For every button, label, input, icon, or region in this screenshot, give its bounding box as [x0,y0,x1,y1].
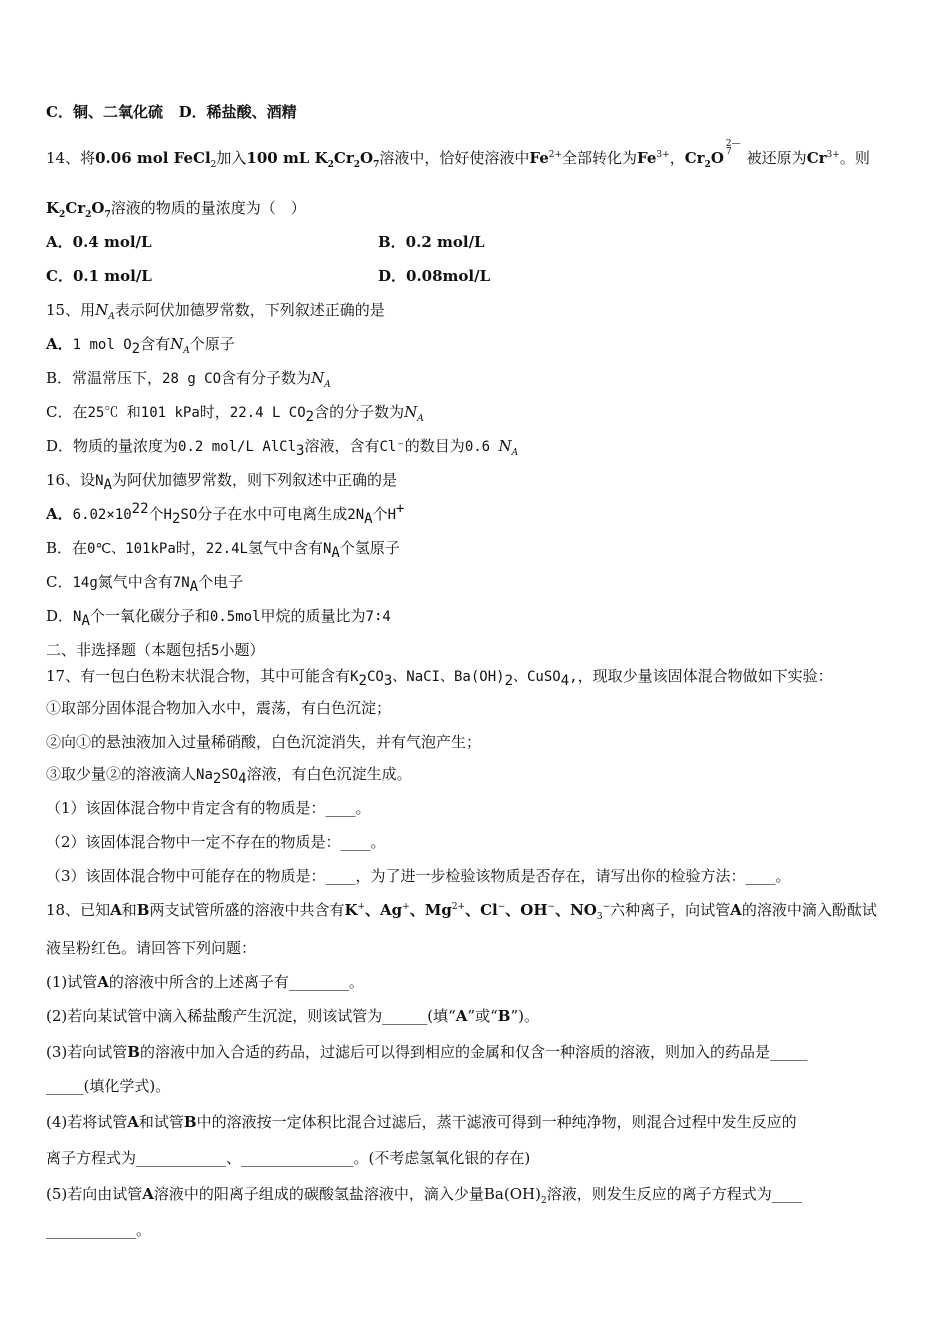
q18-stem-line2: 液呈粉红色。请回答下列问题： [46,939,257,957]
q15-option-b: B．常温常压下，28 g CO含有分子数为$N_A$ [46,369,331,390]
q16-option-b: B．在0℃、101kPa时，22.4L氢气中含有$N_A$个氢原子 [46,539,400,561]
q18-part-2: (2)若向某试管中滴入稀盐酸产生沉淀，则该试管为______(填“A”或“B”)。 [46,1007,539,1025]
q14-option-c: C．0.1 mol/L [46,267,152,285]
q18-part-4-line2: 离子方程式为____________、_______________。(不考虑氢氧化银的存在) [46,1149,531,1167]
q14-options-ab [46,232,906,252]
q17-part-1: （1）该固体混合物中肯定含有的物质是：____。 [46,799,371,817]
q15-stem: 15、用$N_A$表示阿伏加德罗常数，下列叙述正确的是 [46,301,385,322]
q16-option-a: A．$6.02\times 10^{22}$个$H_2SO$分子在水中可电离生成$2N_A$个H+ [46,501,405,527]
q13-options-cd [46,102,906,122]
q14-option-a: A．0.4 mol/L [46,233,152,251]
q14-options-cd [46,266,906,286]
q13-option-c: C．铜、二氧化硫 [46,103,163,121]
dichromate-charge: 2— 7 [725,139,741,157]
q14-option-d: D．0.08mol/L [378,267,491,285]
section-title: 二、非选择题（本题包括5小题） [46,641,265,659]
q16-option-c: C．14g氮气中含有$7N_A$个电子 [46,573,244,595]
q18-part-1: (1)试管A的溶液中所含的上述离子有________。 [46,973,364,991]
q17-experiment-2: ②向①的悬浊液加入过量稀硝酸，白色沉淀消失，并有气泡产生； [46,733,482,751]
q13-option-d: D．稀盐酸、酒精 [178,103,297,121]
q18-part-5-line2: ____________。 [46,1221,152,1239]
q14-option-b: B．0.2 mol/L [378,233,485,251]
q18-part-3-line2: _____(填化学式)。 [46,1077,171,1095]
q15-option-d: D．物质的量浓度为0.2 mol/L AlCl$_3$溶液，含有Cl⁻的数目为0.6 $N_A$ [46,437,519,459]
q16-stem: 16、设$N_A$为阿伏加德罗常数，则下列叙述中正确的是 [46,471,397,493]
q17-stem: 17、有一包白色粉末状混合物，其中可能含有$K_2CO_3$、NaCI、$Ba(OH)_2$、CuSO$_4$,，现取少量该固体混合物做如下实验： [46,667,833,689]
q18-part-5-line1: (5)若向由试管A溶液中的阳离子组成的碳酸氢盐溶液中，滴入少量$Ba(OH)_2$溶液，则发生反应的离子方程式为____ [46,1185,802,1206]
q14-stem-line2: $K_2Cr_2O_7$溶液的物质的量浓度为（ ） [46,199,306,220]
q16-option-d: D．$N_A$个一氧化碳分子和0.5mol甲烷的质量比为7∶4 [46,607,391,629]
q18-part-4-line1: (4)若将试管A和试管B中的溶液按一定体积比混合过滤后，蒸干滤液可得到一种纯净物，则混合过程中发生反应的 [46,1113,797,1131]
q14-stem-line1: 14、将0.06 mol FeCl$_2$加入100 mL $K_2Cr_2O_7$溶液中，恰好使溶液中$Fe^{2+}$全部转化为$Fe^{3+}$，$Cr_2O$ 2— 7 被还原为$Cr^{3+}$。则 [46,139,870,170]
q17-part-2: （2）该固体混合物中一定不存在的物质是：____。 [46,833,386,851]
q17-part-3: （3）该固体混合物中可能存在的物质是：____，为了进一步检验该物质是否存在，请写出你的检验方法：____。 [46,867,791,885]
q15-option-c: C．在25℃ 和101 kPa时，22.4 L $CO_2$含的分子数为$N_A$ [46,403,424,425]
q17-experiment-3: ③取少量②的溶液滴人$Na_2SO_4$溶液，有白色沉淀生成。 [46,765,412,787]
q18-stem-line1: 18、已知A和B两支试管所盛的溶液中共含有K+、Ag+、$Mg^{2+}$、Cl−、OH−、$NO_3^-$六种离子，向试管A的溶液中滴入酚酞试 [46,901,877,922]
q15-option-a: A．1 mol $O_2$含有$N_A$个原子 [46,335,235,357]
q17-experiment-1: ①取部分固体混合物加入水中，震荡，有白色沉淀； [46,699,392,717]
q18-part-3-line1: (3)若向试管B的溶液中加入合适的药品，过滤后可以得到相应的金属和仅含一种溶质的溶液，则加入的药品是_____ [46,1043,808,1061]
